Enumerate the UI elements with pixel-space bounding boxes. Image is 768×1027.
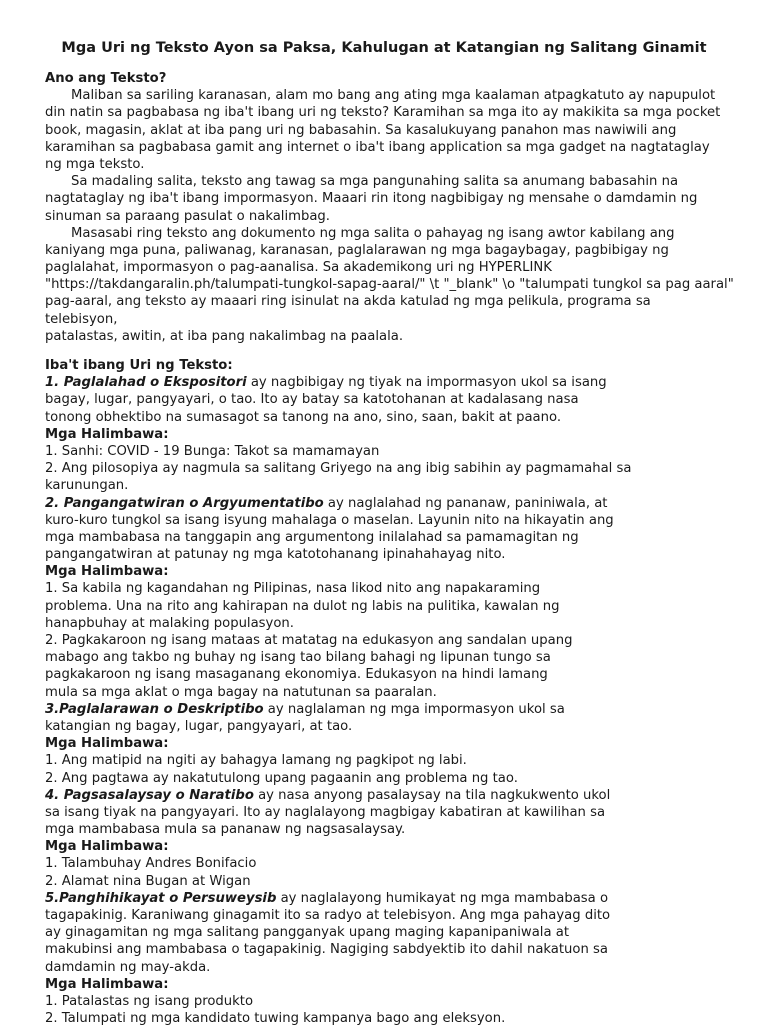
types-heading: Iba't ibang Uri ng Teksto: bbox=[45, 358, 233, 373]
paragraph-line: makubinsi ang mambabasa o tagapakinig. Nagiging sabdyektib ito dahil nakatuon sa bbox=[45, 942, 608, 958]
paragraph-line: ay ginagamitan ng mga salitang pangganyak upang maging kapanipaniwala at bbox=[45, 925, 569, 941]
paragraph-line: paglalahat, impormasyon o pag-aanalisa. Sa akademikong uri ng HYPERLINK bbox=[45, 260, 552, 276]
examples-label: Mga Halimbawa: bbox=[45, 736, 169, 752]
type-name: 1. Paglalahad o Ekspositori bbox=[45, 375, 247, 391]
example-line: 1. Patalastas ng isang produkto bbox=[45, 993, 254, 1009]
paragraph-line: Masasabi ring teksto ang dokumento ng mga salita o pahayag ng isang awtor kabilang ang bbox=[71, 225, 675, 241]
paragraph-line: karamihan sa pagbabasa gamit ang internet o iba't ibang application sa mga gadget na nagtataglay bbox=[45, 139, 710, 155]
intro-section bbox=[45, 70, 745, 345]
type-description: ay naglalayong humikayat ng mga mambabasa o bbox=[276, 890, 609, 906]
paragraph-line: telebisyon, bbox=[45, 311, 118, 327]
paragraph-line: mga mambabasa mula sa pananaw ng nagsasalaysay. bbox=[45, 822, 406, 838]
paragraph-line: pag-aaral, ang teksto ay maaari ring isinulat na akda katulad ng mga pelikula, programa sa bbox=[45, 294, 651, 310]
paragraph-line: patalastas, awitin, at iba pang nakalimbag na paalala. bbox=[45, 328, 404, 344]
example-line: 1. Talambuhay Andres Bonifacio bbox=[45, 856, 257, 872]
type-name: 2. Pangangatwiran o Argyumentatibo bbox=[45, 495, 324, 511]
type-heading-line bbox=[45, 787, 745, 804]
type-description: ay naglalahad ng pananaw, paniniwala, at bbox=[323, 495, 608, 511]
example-line: 2. Pagkakaroon ng isang mataas at matatag na edukasyon ang sandalan upang bbox=[45, 633, 573, 648]
example-line: 2. Ang pagtawa ay nakatutulong upang pagaanin ang problema ng tao. bbox=[45, 770, 518, 786]
paragraph-line: Sa madaling salita, teksto ang tawag sa mga pangunahing salita sa anumang babasahin na bbox=[71, 174, 679, 190]
paragraph-line: katangian ng bagay, lugar, pangyayari, at tao. bbox=[45, 718, 353, 734]
intro-heading: Ano ang Teksto? bbox=[45, 71, 167, 86]
paragraph-line: bagay, lugar, pangyayari, o tao. Ito ay batay sa katotohanan at kadalasang nasa bbox=[45, 392, 579, 408]
example-line: 2. Talumpati ng mga kandidato tuwing kampanya bago ang eleksyon. bbox=[45, 1011, 506, 1027]
paragraph-line: pangangatwiran at patunay ng mga katotohanang ipinahahayag nito. bbox=[45, 547, 506, 563]
paragraph-line: sa isang tiyak na pangyayari. Ito ay naglalayong magbigay kabatiran at kawilihan sa bbox=[45, 804, 606, 820]
paragraph-line: Maliban sa sariling karanasan, alam mo bang ang ating mga kaalaman atpagkatuto ay napupulot bbox=[71, 88, 716, 104]
type-description: ay nasa anyong pasalaysay na tila nagkukwento ukol bbox=[253, 787, 611, 803]
paragraph-line: damdamin ng may-akda. bbox=[45, 959, 211, 975]
paragraph-line: "https://takdangaralin.ph/talumpati-tungkol-sapag-aaral/" \t "_blank" \o "talumpati tungkol sa pag aaral" bbox=[45, 277, 734, 293]
paragraph-line: sinuman sa paraang pasulat o nakalimbag. bbox=[45, 208, 330, 224]
example-line: 1. Sa kabila ng kagandahan ng Pilipinas, nasa likod nito ang napakaraming bbox=[45, 581, 541, 597]
examples-label: Mga Halimbawa: bbox=[45, 564, 169, 580]
paragraph-line: nagtataglay ng iba't ibang impormasyon. Maaari rin itong nagbibigay ng mensahe o damdamin ng bbox=[45, 191, 698, 207]
type-heading-line bbox=[45, 495, 745, 512]
example-line: mabago ang takbo ng buhay ng isang tao bilang bahagi ng lipunan tungo sa bbox=[45, 650, 551, 666]
paragraph-line: ng mga teksto. bbox=[45, 156, 145, 172]
paragraph-line: tonong obhektibo na sumasagot sa tanong na ano, sino, saan, bakit at paano. bbox=[45, 409, 562, 425]
example-line: problema. Una na rito ang kahirapan na dulot ng labis na pulitika, kawalan ng bbox=[45, 598, 560, 614]
example-line: hanapbuhay at malaking populasyon. bbox=[45, 615, 294, 631]
type-name: 5.Panghihikayat o Persuweysib bbox=[45, 890, 277, 906]
example-line: 2. Alamat nina Bugan at Wigan bbox=[45, 873, 251, 889]
examples-label: Mga Halimbawa: bbox=[45, 426, 169, 442]
example-line: 1. Ang matipid na ngiti ay bahagya lamang ng pagkipot ng labi. bbox=[45, 753, 467, 769]
paragraph-line: tagapakinig. Karaniwang ginagamit ito sa radyo at telebisyon. Ang mga pahayag dito bbox=[45, 908, 611, 923]
examples-label: Mga Halimbawa: bbox=[45, 839, 169, 855]
paragraph-line: din natin sa pagbabasa ng iba't ibang uri ng teksto? Karamihan sa mga ito ay makikita sa mga pocket bbox=[45, 105, 721, 121]
example-line: karunungan. bbox=[45, 478, 129, 494]
paragraph-line: book, magasin, aklat at iba pang uri ng babasahin. Sa kasalukuyang panahon mas nawiwili ang bbox=[45, 122, 677, 138]
example-line: mula sa mga aklat o mga bagay na natutunan sa paaralan. bbox=[45, 684, 437, 700]
type-heading-line bbox=[45, 701, 745, 718]
paragraph-line: kaniyang mga puna, paliwanag, karanasan, paglalarawan ng mga bagaybagay, pagbibigay ng bbox=[45, 242, 669, 258]
document-title: Mga Uri ng Teksto Ayon sa Paksa, Kahulugan at Katangian ng Salitang Ginamit bbox=[61, 40, 707, 56]
paragraph-line: kuro-kuro tungkol sa isang isyung mahalaga o maselan. Layunin nito na hikayatin ang bbox=[45, 512, 614, 528]
type-name: 3.Paglalarawan o Deskriptibo bbox=[45, 701, 264, 717]
type-description: ay nagbibigay ng tiyak na impormasyon ukol sa isang bbox=[246, 375, 607, 391]
type-description: ay naglalaman ng mga impormasyon ukol sa bbox=[263, 701, 565, 717]
examples-label: Mga Halimbawa: bbox=[45, 976, 169, 992]
type-name: 4. Pagsasalaysay o Naratibo bbox=[45, 787, 254, 803]
example-line: 1. Sanhi: COVID - 19 Bunga: Takot sa mamamayan bbox=[45, 443, 380, 459]
example-line: pagkakaroon ng isang masaganang ekonomiya. Edukasyon na hindi lamang bbox=[45, 667, 548, 683]
types-section bbox=[45, 357, 745, 1027]
paragraph-line: mga mambabasa na tanggapin ang argumentong inilalahad sa pamamagitan ng bbox=[45, 529, 579, 545]
type-heading-line bbox=[45, 890, 745, 907]
example-line: 2. Ang pilosopiya ay nagmula sa salitang Griyego na ang ibig sabihin ay pagmamahal sa bbox=[45, 461, 632, 477]
type-heading-line bbox=[45, 374, 745, 391]
